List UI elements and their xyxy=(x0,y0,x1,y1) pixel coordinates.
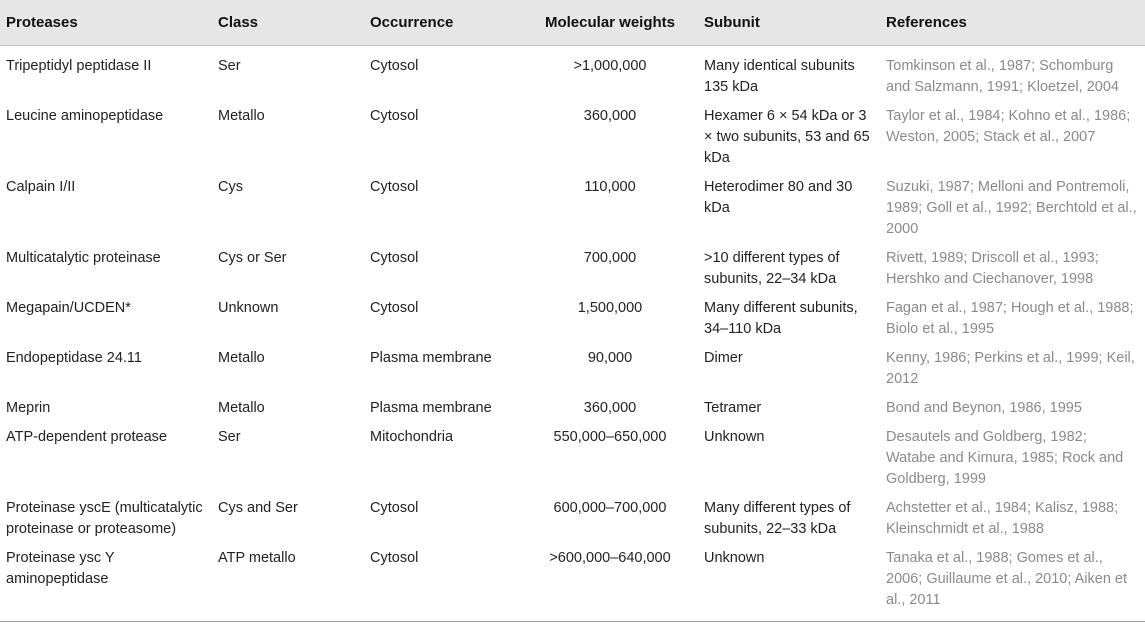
cell-protease: Calpain I/II xyxy=(6,179,76,195)
cell-subunit: Unknown xyxy=(704,550,765,566)
table-row xyxy=(0,344,1145,394)
table-row xyxy=(0,102,1145,173)
cell-molecular-weight: 1,500,000 xyxy=(577,300,643,316)
cell-references: Tanaka et al., 1988; Gomes et al., 2006; Guillaume et al., 2010; Aiken et al., 2011 xyxy=(886,550,1128,608)
cell-occurrence: Plasma membrane xyxy=(370,350,492,366)
cell-molecular-weight: 360,000 xyxy=(583,108,637,124)
cell-molecular-weight: 700,000 xyxy=(583,250,637,266)
header-proteases: Proteases xyxy=(0,0,212,46)
cell-protease: Proteinase yscE (multicatalytic proteinase or proteasome) xyxy=(6,500,203,537)
cell-occurrence: Cytosol xyxy=(370,500,419,516)
cell-subunit: Many identical subunits 135 kDa xyxy=(704,58,855,95)
table-row xyxy=(0,173,1145,244)
cell-class: ATP metallo xyxy=(218,550,296,566)
cell-occurrence: Cytosol xyxy=(370,300,419,316)
cell-class: Metallo xyxy=(218,108,265,124)
cell-class: Ser xyxy=(218,58,241,74)
cell-occurrence: Cytosol xyxy=(370,250,419,266)
table-row xyxy=(0,244,1145,294)
cell-class: Unknown xyxy=(218,300,279,316)
cell-molecular-weight: 90,000 xyxy=(587,350,633,366)
table-row xyxy=(0,394,1145,423)
cell-references: Achstetter et al., 1984; Kalisz, 1988; Kleinschmidt et al., 1988 xyxy=(886,500,1119,537)
cell-molecular-weight: 550,000–650,000 xyxy=(553,429,667,445)
cell-protease: ATP-dependent protease xyxy=(6,429,167,445)
table-row xyxy=(0,544,1145,622)
cell-references: Bond and Beynon, 1986, 1995 xyxy=(886,400,1082,416)
table-row xyxy=(0,494,1145,544)
cell-class: Metallo xyxy=(218,350,265,366)
cell-class: Cys xyxy=(218,179,243,195)
cell-occurrence: Mitochondria xyxy=(370,429,454,445)
cell-protease: Proteinase ysc Y aminopeptidase xyxy=(6,550,115,587)
cell-subunit: Dimer xyxy=(704,350,743,366)
cell-subunit: Many different types of subunits, 22–33 kDa xyxy=(704,500,851,537)
cell-subunit: Unknown xyxy=(704,429,765,445)
cell-class: Ser xyxy=(218,429,241,445)
cell-protease: Multicatalytic proteinase xyxy=(6,250,161,266)
cell-references: Kenny, 1986; Perkins et al., 1999; Keil, 2012 xyxy=(886,350,1135,387)
cell-references: Rivett, 1989; Driscoll et al., 1993; Hershko and Ciechanover, 1998 xyxy=(886,250,1099,287)
cell-references: Desautels and Goldberg, 1982; Watabe and Kimura, 1985; Rock and Goldberg, 1999 xyxy=(886,429,1124,487)
header-row xyxy=(0,0,1145,46)
cell-references: Taylor et al., 1984; Kohno et al., 1986; Weston, 2005; Stack et al., 2007 xyxy=(886,108,1131,145)
cell-protease: Leucine aminopeptidase xyxy=(6,108,164,124)
table-row xyxy=(0,294,1145,344)
header-occurrence: Occurrence xyxy=(364,0,522,46)
cell-molecular-weight: 110,000 xyxy=(584,179,636,195)
cell-protease: Endopeptidase 24.11 xyxy=(6,350,142,366)
table-body xyxy=(0,46,1145,622)
cell-molecular-weight: 360,000 xyxy=(583,400,637,416)
header-class: Class xyxy=(212,0,364,46)
cell-molecular-weight: 600,000–700,000 xyxy=(553,500,667,516)
cell-molecular-weight: >1,000,000 xyxy=(573,58,647,74)
table-row xyxy=(0,423,1145,494)
cell-protease: Tripeptidyl peptidase II xyxy=(6,58,152,74)
cell-subunit: Heterodimer 80 and 30 kDa xyxy=(704,179,853,216)
cell-references: Suzuki, 1987; Melloni and Pontremoli, 1989; Goll et al., 1992; Berchtold et al., 2000 xyxy=(886,179,1137,237)
cell-subunit: Hexamer 6 × 54 kDa or 3 × two subunits, 53 and 65 kDa xyxy=(704,108,870,166)
cell-class: Metallo xyxy=(218,400,265,416)
cell-class: Cys or Ser xyxy=(218,250,287,266)
cell-occurrence: Cytosol xyxy=(370,58,419,74)
cell-subunit: Tetramer xyxy=(704,400,762,416)
cell-occurrence: Cytosol xyxy=(370,108,419,124)
header-references: References xyxy=(880,0,1145,46)
cell-references: Tomkinson et al., 1987; Schomburg and Salzmann, 1991; Kloetzel, 2004 xyxy=(886,58,1119,95)
table-row xyxy=(0,46,1145,103)
cell-occurrence: Plasma membrane xyxy=(370,400,492,416)
cell-occurrence: Cytosol xyxy=(370,550,419,566)
table-header xyxy=(0,0,1145,46)
cell-subunit: Many different subunits, 34–110 kDa xyxy=(704,300,858,337)
header-subunit: Subunit xyxy=(698,0,880,46)
header-molecular-weights: Molecular weights xyxy=(522,0,698,46)
cell-class: Cys and Ser xyxy=(218,500,298,516)
cell-protease: Meprin xyxy=(6,400,51,416)
cell-protease: Megapain/UCDEN* xyxy=(6,300,131,316)
cell-occurrence: Cytosol xyxy=(370,179,419,195)
cell-molecular-weight: >600,000–640,000 xyxy=(549,550,671,566)
cell-subunit: >10 different types of subunits, 22–34 kDa xyxy=(704,250,840,287)
cell-references: Fagan et al., 1987; Hough et al., 1988; Biolo et al., 1995 xyxy=(886,300,1134,337)
